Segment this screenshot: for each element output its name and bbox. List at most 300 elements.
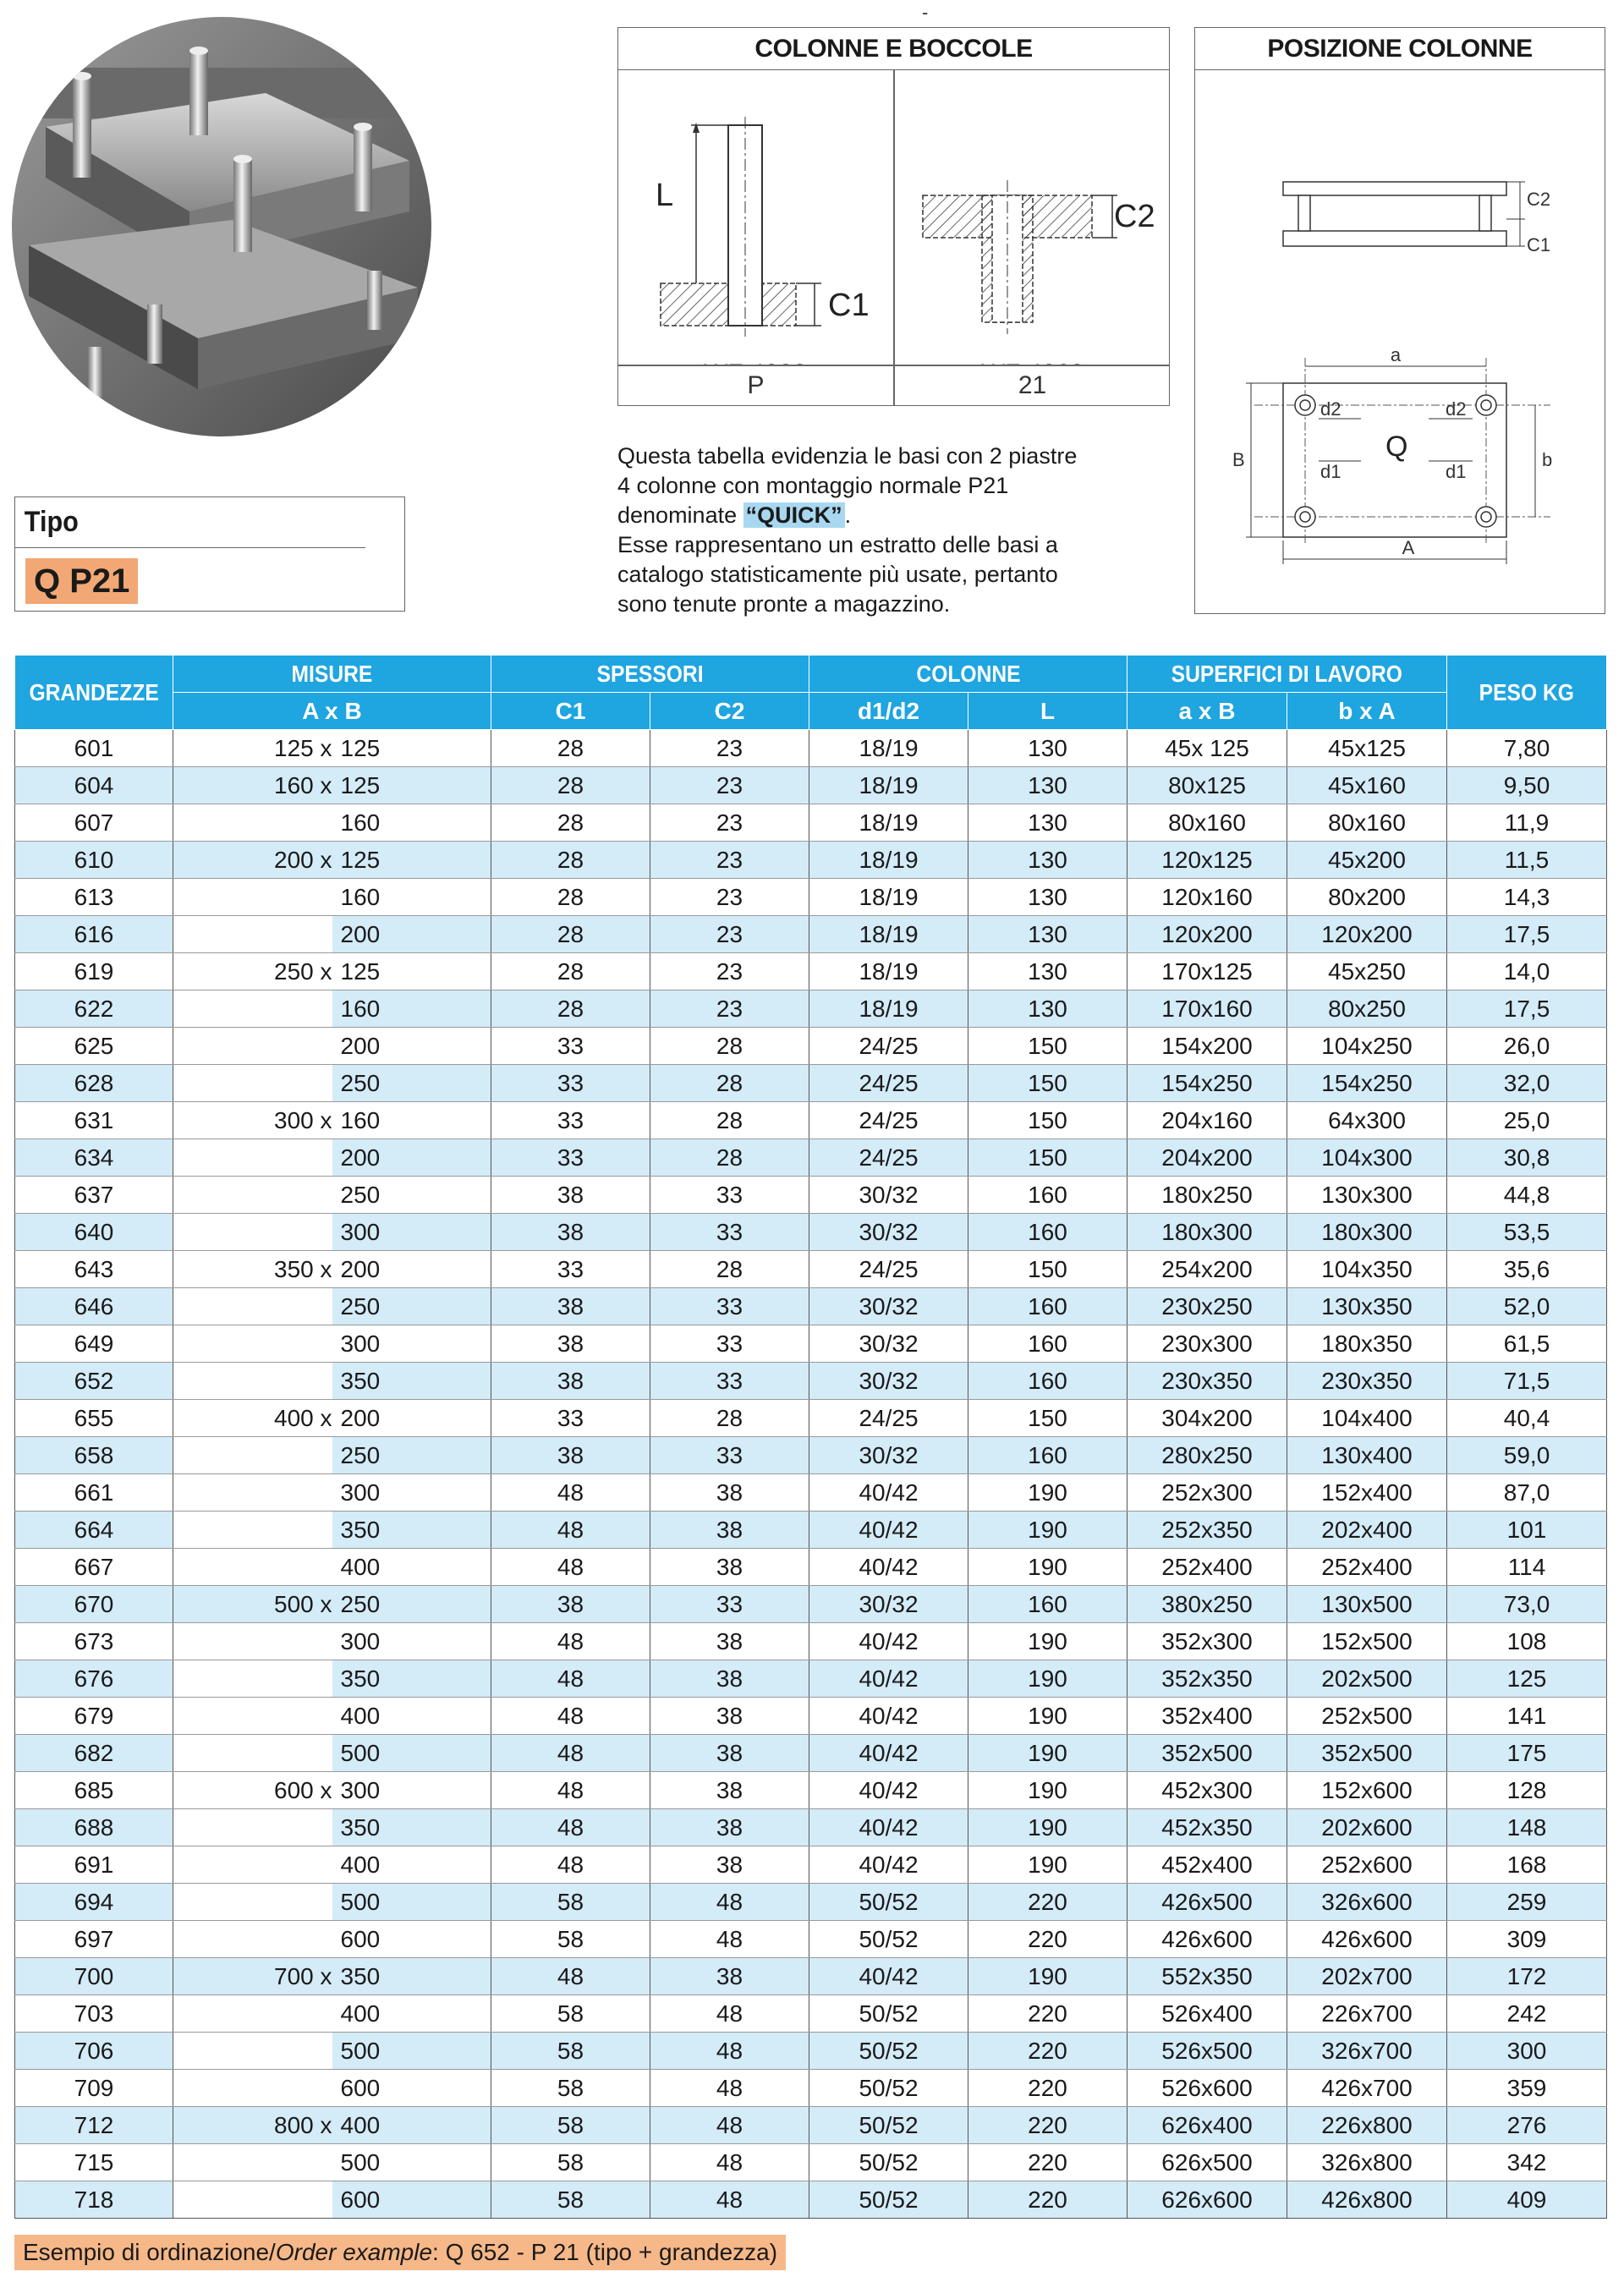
cell-g: 658 [15, 1437, 173, 1474]
cell-A: 400 x [173, 1400, 332, 1437]
cell-A [173, 2033, 332, 2070]
cell-c2: 38 [650, 1846, 809, 1884]
cell-s1: 352x500 [1127, 1735, 1287, 1772]
cell-s2: 104x250 [1287, 1028, 1447, 1065]
col-misure: MISURE [173, 656, 491, 693]
table-row [15, 1772, 1607, 1809]
cell-A: 800 x [173, 2107, 332, 2144]
cell-l: 130 [968, 953, 1127, 990]
cell-d: 50/52 [809, 2181, 968, 2219]
cell-d: 24/25 [809, 1028, 968, 1065]
bases-table [14, 655, 1607, 2219]
cell-s2: 426x700 [1287, 2070, 1447, 2107]
cell-c2: 23 [650, 953, 809, 990]
cell-g: 637 [15, 1177, 173, 1214]
cell-s2: 226x800 [1287, 2107, 1447, 2144]
cell-s2: 104x350 [1287, 1251, 1447, 1288]
cell-d: 18/19 [809, 842, 968, 879]
cell-c2: 48 [650, 1884, 809, 1921]
dim-c2-label: C2 [1114, 199, 1155, 234]
cell-B: 600 [332, 2070, 491, 2107]
cell-c2: 23 [650, 879, 809, 916]
cell-l: 220 [968, 1921, 1127, 1958]
cell-B: 300 [332, 1325, 491, 1363]
posizione-colonne-title: POSIZIONE COLONNE [1195, 28, 1605, 70]
cell-B: 250 [332, 1437, 491, 1474]
table-row [15, 1846, 1607, 1884]
cell-s2: 152x500 [1287, 1623, 1447, 1660]
cell-B: 250 [332, 1065, 491, 1102]
cell-A [173, 1437, 332, 1474]
cell-g: 652 [15, 1363, 173, 1400]
cell-B: 200 [332, 1251, 491, 1288]
cell-c2: 23 [650, 990, 809, 1028]
cell-c2: 48 [650, 1995, 809, 2033]
cell-A [173, 1028, 332, 1065]
table-row [15, 953, 1607, 990]
cell-A [173, 1474, 332, 1512]
cell-B: 300 [332, 1214, 491, 1251]
cell-c2: 28 [650, 1102, 809, 1139]
cell-g: 625 [15, 1028, 173, 1065]
table-row [15, 842, 1607, 879]
cell-d: 50/52 [809, 1921, 968, 1958]
side-view-icon [1283, 182, 1525, 246]
cell-l: 190 [968, 1735, 1127, 1772]
cell-s1: 280x250 [1127, 1437, 1287, 1474]
table-row [15, 1623, 1607, 1660]
cell-c2: 38 [650, 1735, 809, 1772]
cell-B: 400 [332, 1698, 491, 1735]
cell-s1: 304x200 [1127, 1400, 1287, 1437]
cell-p: 409 [1447, 2181, 1607, 2219]
cell-p: 87,0 [1447, 1474, 1607, 1512]
cell-g: 634 [15, 1139, 173, 1177]
cell-s1: 120x125 [1127, 842, 1287, 879]
cell-p: 309 [1447, 1921, 1607, 1958]
cell-p: 14,3 [1447, 879, 1607, 916]
cell-A [173, 1363, 332, 1400]
table-row [15, 1251, 1607, 1288]
cell-B: 400 [332, 1846, 491, 1884]
cell-s1: 252x300 [1127, 1474, 1287, 1512]
cell-l: 150 [968, 1102, 1127, 1139]
cell-s2: 45x250 [1287, 953, 1447, 990]
cell-c2: 28 [650, 1139, 809, 1177]
cell-p: 44,8 [1447, 1177, 1607, 1214]
cell-g: 631 [15, 1102, 173, 1139]
table-row [15, 1065, 1607, 1102]
cell-A [173, 1846, 332, 1884]
cell-c1: 48 [491, 1772, 650, 1809]
cell-d: 30/32 [809, 1177, 968, 1214]
code-right [981, 359, 1084, 365]
cell-B: 125 [332, 953, 491, 990]
cell-l: 190 [968, 1474, 1127, 1512]
cell-c1: 48 [491, 1958, 650, 1995]
cell-d: 40/42 [809, 1846, 968, 1884]
column-drawing-icon [661, 117, 821, 337]
cell-s2: 45x160 [1287, 767, 1447, 804]
cell-A: 350 x [173, 1251, 332, 1288]
cell-c2: 23 [650, 804, 809, 842]
cell-A [173, 1512, 332, 1549]
table-row [15, 879, 1607, 916]
cell-s1: 526x400 [1127, 1995, 1287, 2033]
cell-B: 400 [332, 1995, 491, 2033]
table-row [15, 1028, 1607, 1065]
cell-p: 128 [1447, 1772, 1607, 1809]
cell-c2: 33 [650, 1363, 809, 1400]
cell-A: 125 x [173, 730, 332, 767]
table-row [15, 1586, 1607, 1623]
cell-g: 610 [15, 842, 173, 879]
cell-A [173, 1177, 332, 1214]
cell-l: 220 [968, 2181, 1127, 2219]
cell-l: 150 [968, 1028, 1127, 1065]
cell-d: 50/52 [809, 1995, 968, 2033]
cell-s2: 352x500 [1287, 1735, 1447, 1772]
cell-p: 30,8 [1447, 1139, 1607, 1177]
cell-B: 200 [332, 1400, 491, 1437]
table-row [15, 990, 1607, 1028]
cell-s1: 154x250 [1127, 1065, 1287, 1102]
col-superfici: SUPERFICI DI LAVORO [1127, 656, 1447, 693]
cell-d: 40/42 [809, 1549, 968, 1586]
cell-s1: 552x350 [1127, 1958, 1287, 1995]
cell-s2: 64x300 [1287, 1102, 1447, 1139]
cell-d: 30/32 [809, 1214, 968, 1251]
cell-d: 40/42 [809, 1698, 968, 1735]
cell-c1: 38 [491, 1437, 650, 1474]
cell-p: 101 [1447, 1512, 1607, 1549]
cell-d: 40/42 [809, 1735, 968, 1772]
cell-g: 679 [15, 1698, 173, 1735]
cell-g: 664 [15, 1512, 173, 1549]
cell-c2: 48 [650, 1921, 809, 1958]
col-axb-lower: a x B [1127, 693, 1287, 730]
cell-g: 649 [15, 1325, 173, 1363]
cell-p: 52,0 [1447, 1288, 1607, 1325]
cell-s1: 170x125 [1127, 953, 1287, 990]
cell-c2: 48 [650, 2070, 809, 2107]
order-example: Esempio di ordinazione/Order example: Q 652 - P 21 (tipo + grandezza) [14, 2235, 786, 2270]
posizione-colonne-box [1194, 27, 1605, 614]
cell-c1: 58 [491, 2033, 650, 2070]
cell-d: 40/42 [809, 1958, 968, 1995]
cell-s1: 80x125 [1127, 767, 1287, 804]
cell-d: 40/42 [809, 1474, 968, 1512]
cell-d: 50/52 [809, 2070, 968, 2107]
cell-c2: 23 [650, 916, 809, 953]
cell-c2: 38 [650, 1772, 809, 1809]
cell-s2: 426x800 [1287, 2181, 1447, 2219]
cell-s2: 326x600 [1287, 1884, 1447, 1921]
cell-B: 600 [332, 1921, 491, 1958]
cell-g: 715 [15, 2144, 173, 2181]
cell-c2: 38 [650, 1698, 809, 1735]
table-row [15, 1102, 1607, 1139]
cell-s2: 202x600 [1287, 1809, 1447, 1846]
cell-d: 40/42 [809, 1772, 968, 1809]
cell-c1: 28 [491, 879, 650, 916]
cell-d: 40/42 [809, 1512, 968, 1549]
cell-s1: 154x200 [1127, 1028, 1287, 1065]
cell-s1: 120x160 [1127, 879, 1287, 916]
cell-s1: 204x200 [1127, 1139, 1287, 1177]
cell-s2: 252x500 [1287, 1698, 1447, 1735]
description: Questa tabella evidenzia le basi con 2 piastre 4 colonne con montaggio normale P21 denominate “QUICK” . Esse rappresentano un estratto delle basi a catalogo statisticamente più usate, pertanto sono tenute pronte a magazzino. [617, 443, 1078, 617]
pc-B-label: B [1232, 449, 1245, 470]
cell-c2: 23 [650, 767, 809, 804]
cell-s2: 202x500 [1287, 1660, 1447, 1698]
cell-d: 18/19 [809, 990, 968, 1028]
cell-l: 220 [968, 1884, 1127, 1921]
cell-B: 250 [332, 1288, 491, 1325]
cell-c2: 28 [650, 1028, 809, 1065]
cell-g: 646 [15, 1288, 173, 1325]
cell-s2: 180x300 [1287, 1214, 1447, 1251]
cell-B: 160 [332, 879, 491, 916]
table-row [15, 1809, 1607, 1846]
cell-p: 108 [1447, 1623, 1607, 1660]
cell-p: 71,5 [1447, 1363, 1607, 1400]
cell-s1: 452x300 [1127, 1772, 1287, 1809]
cell-A: 500 x [173, 1586, 332, 1623]
col-colonne: COLONNE [809, 656, 1127, 693]
table-row [15, 1884, 1607, 1921]
table-row [15, 1735, 1607, 1772]
cell-A: 160 x [173, 767, 332, 804]
cell-B: 400 [332, 1549, 491, 1586]
cell-c1: 58 [491, 2107, 650, 2144]
col-l: L [968, 693, 1127, 730]
cell-p: 40,4 [1447, 1400, 1607, 1437]
cell-l: 220 [968, 2033, 1127, 2070]
cell-A [173, 1698, 332, 1735]
cell-B: 350 [332, 1660, 491, 1698]
table-row [15, 1549, 1607, 1586]
cell-s2: 130x300 [1287, 1177, 1447, 1214]
cell-d: 24/25 [809, 1139, 968, 1177]
cell-s2: 80x160 [1287, 804, 1447, 842]
cell-d: 18/19 [809, 730, 968, 767]
cell-d: 40/42 [809, 1809, 968, 1846]
table-row [15, 1474, 1607, 1512]
cell-c1: 28 [491, 842, 650, 879]
cell-s2: 202x700 [1287, 1958, 1447, 1995]
cell-l: 190 [968, 1846, 1127, 1884]
cell-s1: 230x250 [1127, 1288, 1287, 1325]
cell-l: 220 [968, 2070, 1127, 2107]
cell-B: 125 [332, 767, 491, 804]
cell-c2: 48 [650, 2144, 809, 2181]
cell-g: 619 [15, 953, 173, 990]
cell-A [173, 2181, 332, 2219]
cell-d: 24/25 [809, 1251, 968, 1288]
cell-c2: 23 [650, 730, 809, 767]
cell-d: 40/42 [809, 1623, 968, 1660]
cell-c1: 38 [491, 1586, 650, 1623]
cell-l: 130 [968, 842, 1127, 879]
cell-c1: 33 [491, 1102, 650, 1139]
cell-g: 700 [15, 1958, 173, 1995]
cell-c1: 28 [491, 730, 650, 767]
cell-c1: 48 [491, 1735, 650, 1772]
cell-B: 350 [332, 1958, 491, 1995]
cell-A [173, 1139, 332, 1177]
cell-p: 14,0 [1447, 953, 1607, 990]
cell-g: 688 [15, 1809, 173, 1846]
cell-s1: 120x200 [1127, 916, 1287, 953]
cell-d: 24/25 [809, 1102, 968, 1139]
cell-c2: 48 [650, 2181, 809, 2219]
cell-B: 350 [332, 1363, 491, 1400]
cell-c1: 58 [491, 2181, 650, 2219]
table-row [15, 1698, 1607, 1735]
cell-g: 676 [15, 1660, 173, 1698]
cell-l: 160 [968, 1586, 1127, 1623]
cell-A: 200 x [173, 842, 332, 879]
cell-g: 640 [15, 1214, 173, 1251]
cell-B: 300 [332, 1474, 491, 1512]
cell-p: 242 [1447, 1995, 1607, 2033]
cell-g: 622 [15, 990, 173, 1028]
table-row [15, 804, 1607, 842]
cell-A [173, 1623, 332, 1660]
cell-c1: 48 [491, 1512, 650, 1549]
cell-c2: 33 [650, 1325, 809, 1363]
cell-s2: 226x700 [1287, 1995, 1447, 2033]
mount-left: P [747, 371, 765, 399]
cell-d: 18/19 [809, 767, 968, 804]
table-row [15, 2107, 1607, 2144]
table-row [15, 1325, 1607, 1363]
pc-q-label: Q [1385, 431, 1408, 463]
product-photo [12, 17, 431, 436]
cell-c2: 33 [650, 1177, 809, 1214]
cell-s1: 252x350 [1127, 1512, 1287, 1549]
cell-l: 190 [968, 1958, 1127, 1995]
cell-A [173, 1735, 332, 1772]
cell-l: 160 [968, 1288, 1127, 1325]
pc-d2-left: d2 [1320, 398, 1341, 420]
cell-l: 220 [968, 1995, 1127, 2033]
table-row [15, 916, 1607, 953]
cell-s1: 180x300 [1127, 1214, 1287, 1251]
cell-d: 50/52 [809, 2107, 968, 2144]
col-peso: PESO KG [1447, 656, 1607, 730]
cell-A: 250 x [173, 953, 332, 990]
cell-c1: 38 [491, 1177, 650, 1214]
cell-B: 500 [332, 2033, 491, 2070]
cell-c1: 28 [491, 916, 650, 953]
cell-p: 11,5 [1447, 842, 1607, 879]
cell-B: 350 [332, 1512, 491, 1549]
cell-g: 607 [15, 804, 173, 842]
col-axb-upper: A x B [173, 693, 491, 730]
cell-s2: 152x600 [1287, 1772, 1447, 1809]
pc-c1-label: C1 [1527, 234, 1551, 255]
pc-d2-right: d2 [1446, 398, 1467, 420]
cell-p: 17,5 [1447, 990, 1607, 1028]
cell-c1: 58 [491, 1884, 650, 1921]
cell-s2: 130x500 [1287, 1586, 1447, 1623]
cell-c1: 38 [491, 1214, 650, 1251]
cell-l: 160 [968, 1177, 1127, 1214]
cell-p: 73,0 [1447, 1586, 1607, 1623]
cell-B: 250 [332, 1586, 491, 1623]
cell-l: 160 [968, 1437, 1127, 1474]
cell-s1: 230x350 [1127, 1363, 1287, 1400]
cell-p: 25,0 [1447, 1102, 1607, 1139]
table-row [15, 1288, 1607, 1325]
col-c1: C1 [491, 693, 650, 730]
cell-p: 11,9 [1447, 804, 1607, 842]
cell-p: 53,5 [1447, 1214, 1607, 1251]
cell-d: 18/19 [809, 879, 968, 916]
cell-g: 613 [15, 879, 173, 916]
cell-d: 50/52 [809, 2144, 968, 2181]
cell-p: 32,0 [1447, 1065, 1607, 1102]
header-mark: - [922, 2, 929, 23]
cell-B: 160 [332, 990, 491, 1028]
cell-s1: 626x500 [1127, 2144, 1287, 2181]
cell-g: 601 [15, 730, 173, 767]
cell-g: 685 [15, 1772, 173, 1809]
cell-g: 661 [15, 1474, 173, 1512]
cell-B: 160 [332, 804, 491, 842]
cell-s2: 130x400 [1287, 1437, 1447, 1474]
cell-c2: 28 [650, 1400, 809, 1437]
table-row [15, 1958, 1607, 1995]
cell-p: 61,5 [1447, 1325, 1607, 1363]
cell-c2: 38 [650, 1809, 809, 1846]
cell-B: 160 [332, 1102, 491, 1139]
cell-s2: 326x800 [1287, 2144, 1447, 2181]
cell-c1: 28 [491, 767, 650, 804]
cell-B: 200 [332, 1028, 491, 1065]
cell-c2: 38 [650, 1623, 809, 1660]
cell-c1: 48 [491, 1846, 650, 1884]
cell-g: 697 [15, 1921, 173, 1958]
cell-c1: 48 [491, 1660, 650, 1698]
cell-s1: 426x600 [1127, 1921, 1287, 1958]
cell-p: 276 [1447, 2107, 1607, 2144]
table-row [15, 2033, 1607, 2070]
cell-c1: 38 [491, 1363, 650, 1400]
table-row [15, 1214, 1607, 1251]
cell-l: 150 [968, 1065, 1127, 1102]
cell-s1: 252x400 [1127, 1549, 1287, 1586]
cell-l: 220 [968, 2107, 1127, 2144]
cell-l: 130 [968, 767, 1127, 804]
cell-B: 500 [332, 1735, 491, 1772]
cell-c2: 48 [650, 2033, 809, 2070]
table-row [15, 1995, 1607, 2033]
cell-s1: 526x600 [1127, 2070, 1287, 2107]
cell-s2: 80x250 [1287, 990, 1447, 1028]
cell-s1: 626x400 [1127, 2107, 1287, 2144]
cell-l: 150 [968, 1251, 1127, 1288]
cell-B: 200 [332, 1139, 491, 1177]
cell-p: 125 [1447, 1660, 1607, 1698]
cell-p: 114 [1447, 1549, 1607, 1586]
cell-p: 342 [1447, 2144, 1607, 2181]
cell-g: 718 [15, 2181, 173, 2219]
cell-l: 130 [968, 804, 1127, 842]
cell-c2: 28 [650, 1251, 809, 1288]
